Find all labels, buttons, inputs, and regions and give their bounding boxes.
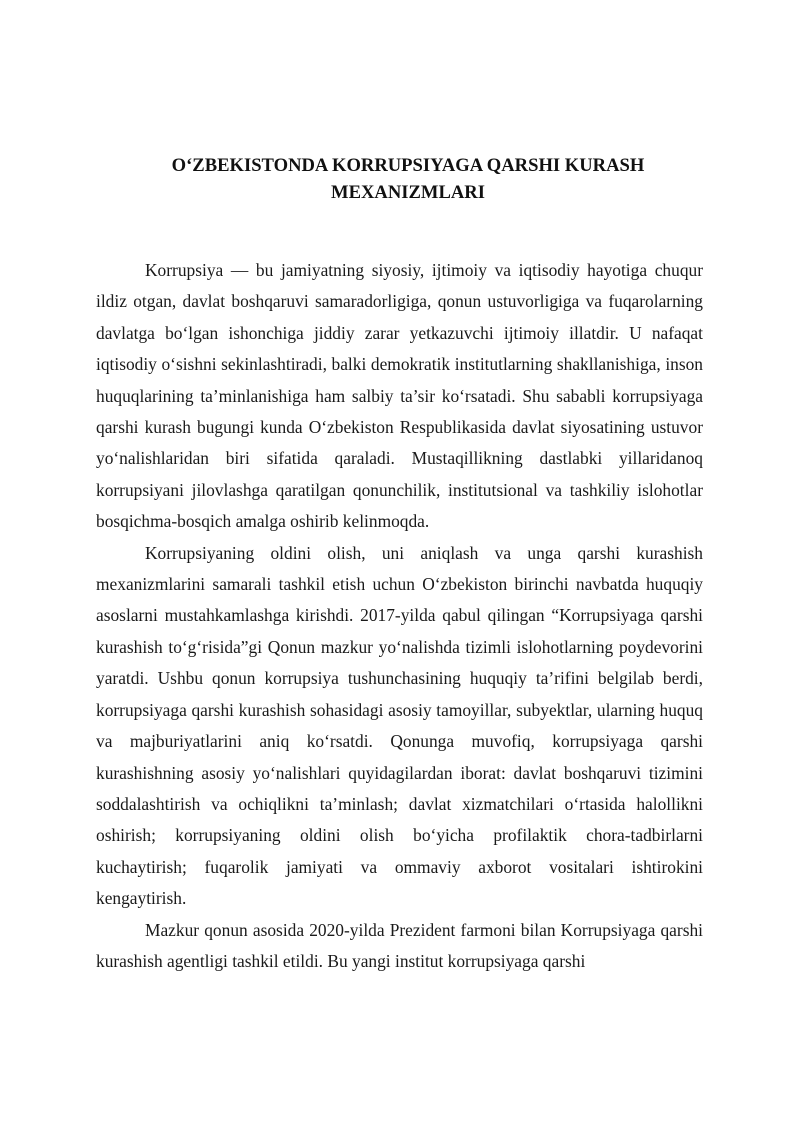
paragraph-2: Korrupsiyaning oldini olish, uni aniqlash va unga qarshi kurashish mexanizmlarini samarali tashkil etish uchun O‘zbekiston birinchi navbatda huquqiy asoslarni mustahkamlashga kirishdi. 2017-yilda qabul qilingan “Korrupsiyaga qarshi kurashish to‘g‘risida”gi Qonun mazkur yo‘nalishda tizimli islohotlarning poydevorini yaratdi. Ushbu qonun korrupsiya tushunchasining huquqiy ta’rifini belgilab berdi, korrupsiyaga qarshi kurashish sohasidagi asosiy tamoyillar, subyektlar, ularning huquq va majburiyatlarini aniq ko‘rsatdi. Qonunga muvofiq, korrupsiyaga qarshi kurashishning asosiy yo‘nalishlari quyidagilardan iborat: davlat boshqaruvi tizimini soddalashtirish va ochiqlikni ta’minlash; davlat xizmatchilari o‘rtasida halollikni oshirish; korrupsiyaning oldini olish bo‘yicha profilaktik chora-tadbirlarni kuchaytirish; fuqarolik jamiyati va ommaviy axborot vositalari ishtirokini kengaytirish. (96, 542, 703, 909)
document-body (96, 255, 703, 977)
paragraph-1: Korrupsiya — bu jamiyatning siyosiy, ijtimoiy va iqtisodiy hayotiga chuqur ildiz otgan, davlat boshqaruvi samaradorligiga, qonun ustuvorligiga va fuqarolarning davlatga bo‘lgan ishonchiga jiddiy zarar yetkazuvchi ijtimoiy illatdir. U nafaqat iqtisodiy o‘sishni sekinlashtiradi, balki demokratik institutlarning shakllanishiga, inson huquqlarining ta’minlanishiga ham salbiy ta’sir ko‘rsatadi. Shu sababli korrupsiyaga qarshi kurash bugungi kunda O‘zbekiston Respublikasida davlat siyosatining ustuvor yo‘nalishlaridan biri sifatida qaraladi. Mustaqillikning dastlabki yillaridanoq korrupsiyani jilovlashga qaratilgan qonunchilik, institutsional va tashkiliy islohotlar bosqichma-bosqich amalga oshirib kelinmoqda. (96, 260, 703, 532)
paragraph-3: Mazkur qonun asosida 2020-yilda Prezident farmoni bilan Korrupsiyaga qarshi kurashish agentligi tashkil etildi. Bu yangi institut korrupsiyaga qarshi (96, 919, 703, 971)
title-line-2: MEXANIZMLARI (331, 182, 485, 203)
title-line-1: O‘ZBEKISTONDA KORRUPSIYAGA QARSHI KURASH (171, 155, 645, 176)
document-title (100, 152, 700, 206)
